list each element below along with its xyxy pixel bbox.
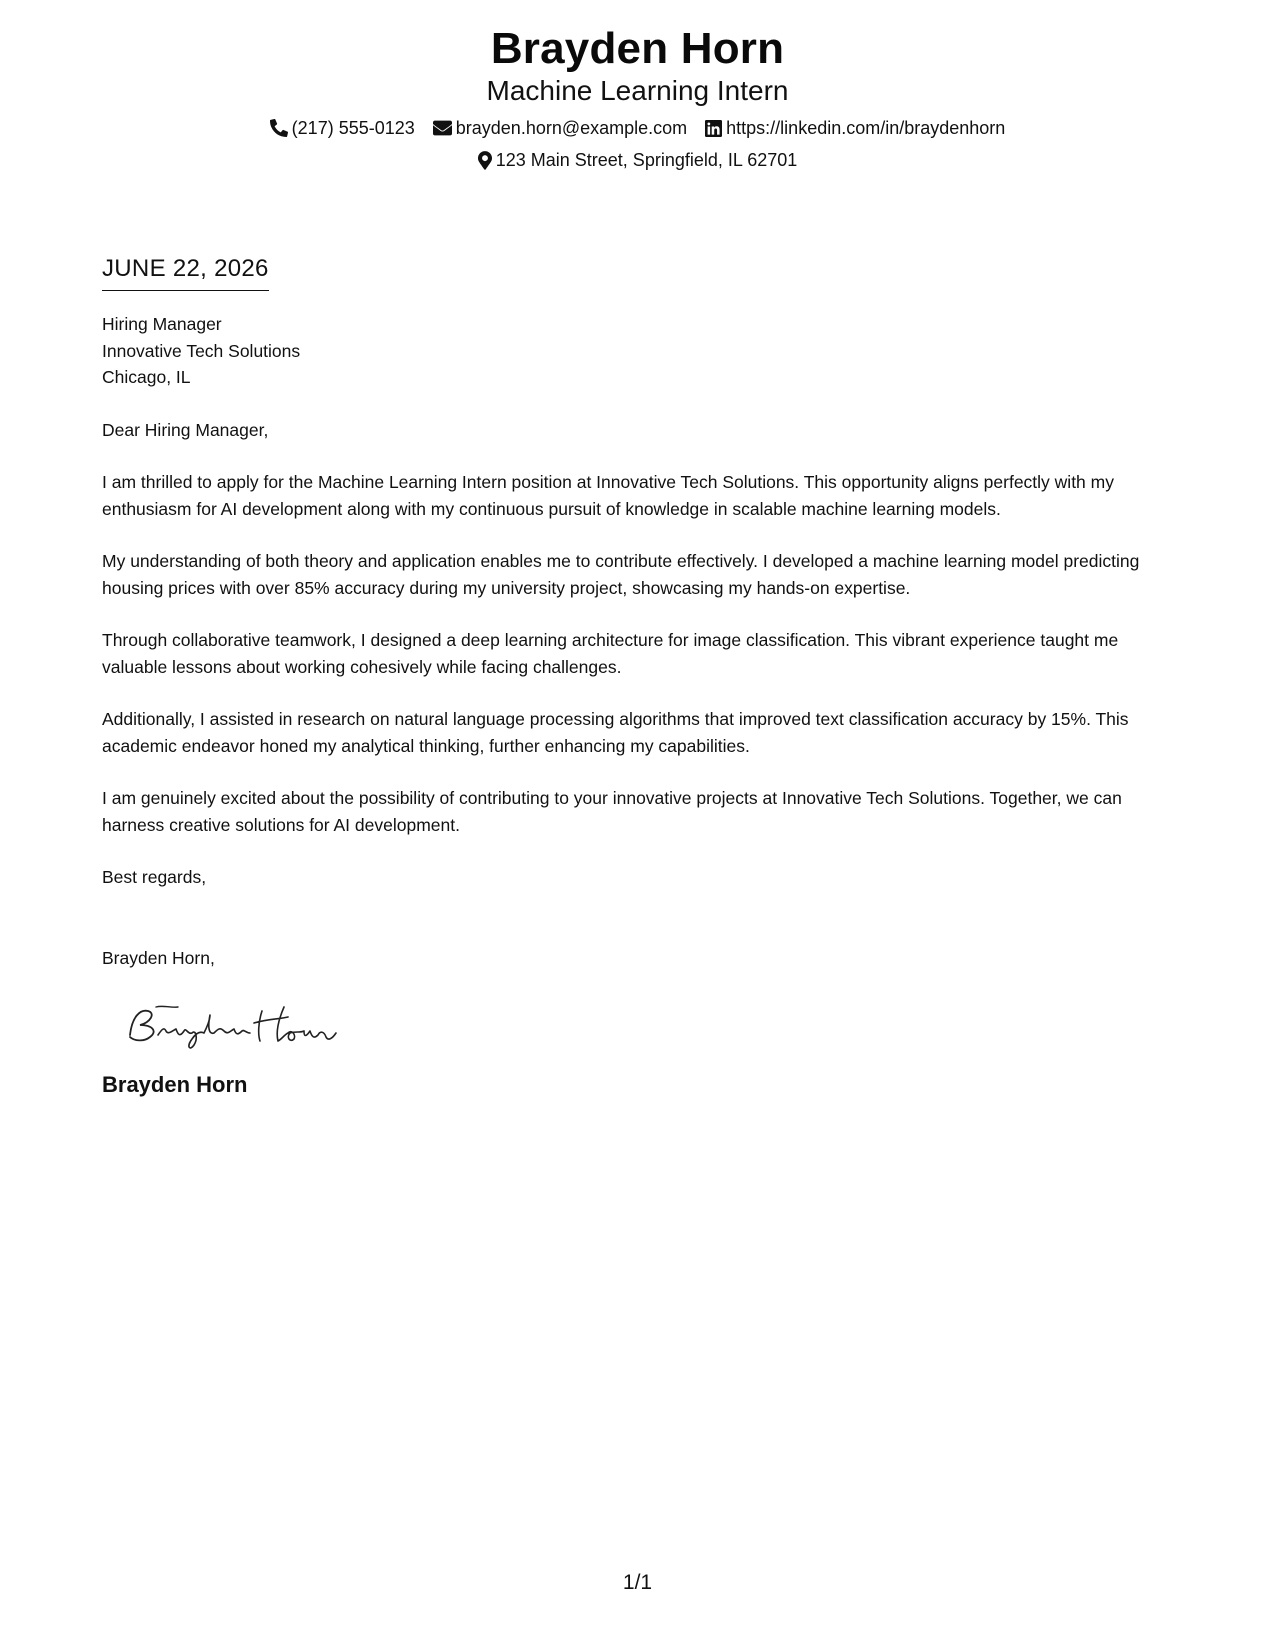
letter-header <box>0 22 1275 172</box>
envelope-icon <box>433 120 452 136</box>
phone-icon <box>270 119 288 137</box>
body-paragraph: I am thrilled to apply for the Machine Learning Intern position at Innovative Tech Solutions. This opportunity aligns perfectly with my enthusiasm for AI development along with my continuous pursuit of knowledge in scalable machine learning models. <box>102 472 1114 519</box>
contact-phone-text: (217) 555-0123 <box>291 118 415 138</box>
recipient-line: Hiring Manager <box>102 314 222 334</box>
body-paragraph: I am genuinely excited about the possibility of contributing to your innovative projects at Innovative Tech Solutions. Together, we can harness creative solutions for AI development. <box>102 788 1122 835</box>
contact-row-primary <box>0 116 1275 140</box>
body-paragraph: Through collaborative teamwork, I designed a deep learning architecture for image classification. This vibrant experience taught me valuable lessons about working cohesively while facing challenges. <box>102 630 1119 677</box>
applicant-title: Machine Learning Intern <box>486 75 789 106</box>
contact-row-address <box>0 148 1275 172</box>
linkedin-icon <box>705 120 722 137</box>
body-paragraph: My understanding of both theory and application enables me to contribute effectively. I developed a machine learning model predicting housing prices with over 85% accuracy during my university project, showcasing my hands-on expertise. <box>102 551 1140 598</box>
contact-email-text: brayden.horn@example.com <box>455 118 688 138</box>
contact-email[interactable] <box>433 116 687 140</box>
body-paragraph: Additionally, I assisted in research on natural language processing algorithms that improved text classification accuracy by 15%. This academic endeavor honed my analytical thinking, further enhancing my capabilities. <box>102 709 1129 756</box>
applicant-name: Brayden Horn <box>490 24 785 73</box>
letter-date: JUNE 22, 2026 <box>102 254 269 291</box>
closing: Best regards, <box>102 867 207 887</box>
recipient-line: Innovative Tech Solutions <box>102 340 301 361</box>
recipient-block <box>102 311 1177 391</box>
recipient-line: Chicago, IL <box>102 367 191 387</box>
handwritten-signature <box>118 995 358 1055</box>
contact-address-text: 123 Main Street, Springfield, IL 62701 <box>495 150 798 170</box>
greeting: Dear Hiring Manager, <box>102 419 269 440</box>
signed-name: Brayden Horn <box>102 1072 248 1097</box>
signoff-name: Brayden Horn, <box>102 947 215 968</box>
map-pin-icon <box>478 151 492 170</box>
contact-linkedin-text: https://linkedin.com/in/braydenhorn <box>726 118 1006 138</box>
letter-body <box>102 254 1177 1099</box>
contact-phone <box>270 116 415 140</box>
contact-linkedin[interactable] <box>705 116 1005 140</box>
contact-address <box>478 148 798 172</box>
page-number: 1/1 <box>622 1571 653 1594</box>
